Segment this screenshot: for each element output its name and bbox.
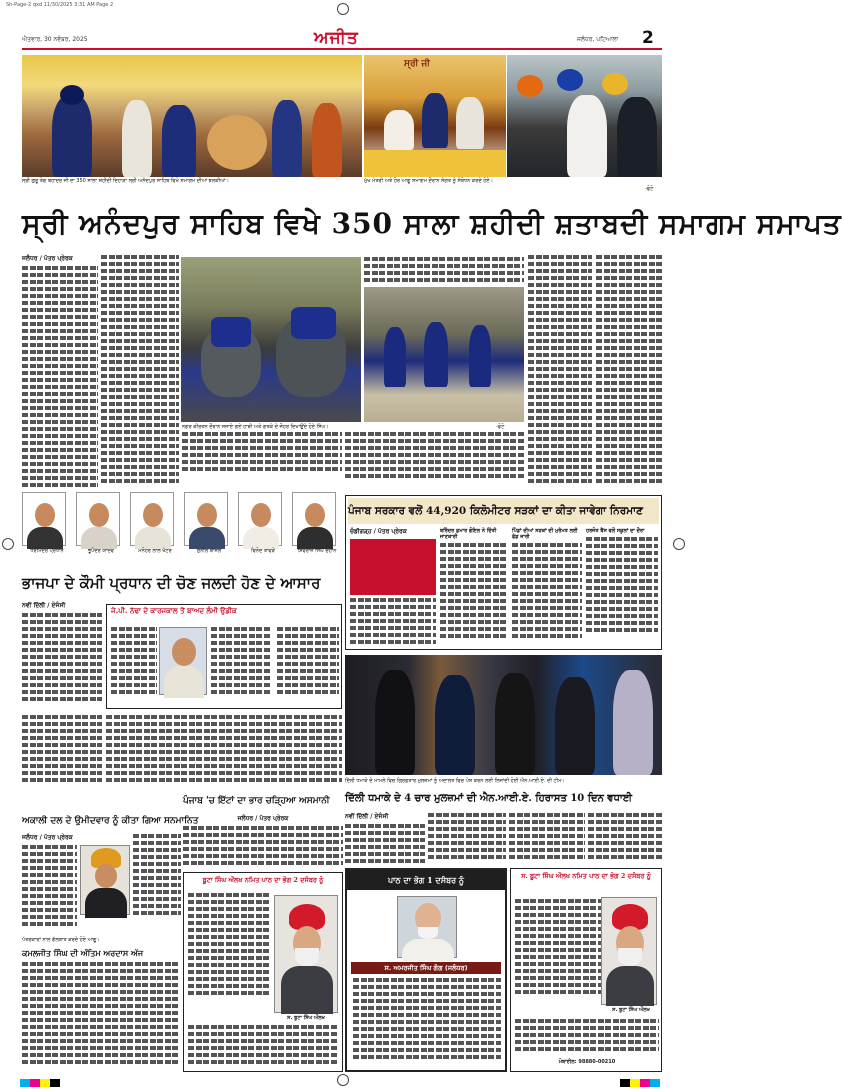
article-column bbox=[428, 813, 506, 865]
byline: ਜਲੰਧਰ / ਪੱਤਰ ਪ੍ਰੇਰਕ bbox=[22, 255, 73, 262]
photo-credit: -ਫੋਟੋ bbox=[645, 186, 654, 192]
page-header bbox=[22, 28, 662, 50]
portrait-name: ਵਿਨੋਦ ਤਾਵੜੇ bbox=[251, 548, 275, 554]
article-column bbox=[133, 834, 181, 934]
portrait-name: ਸੁਨੀਲ ਬਾਂਸਲ bbox=[196, 548, 222, 554]
portrait bbox=[130, 492, 174, 546]
portrait-name: ਭੂਪੇਂਦਰ ਯਾਦਵ bbox=[88, 548, 114, 554]
inset-title: ਜੇ.ਪੀ. ਨੱਢਾ ਦੇ ਕਾਰਜਕਾਲ ਤੋਂ ਬਾਅਦ ਲੰਮੀ ਉਡੀਕ bbox=[111, 607, 237, 615]
akali-footer-headline: ਕਮਲਜੀਤ ਸਿੰਘ ਦੀ ਅੰਤਿਮ ਅਰਦਾਸ ਅੱਜ bbox=[22, 948, 144, 958]
portrait bbox=[238, 492, 282, 546]
article-column bbox=[588, 813, 662, 865]
photo-caption: ਦਿੱਲੀ ਧਮਾਕੇ ਦੇ ਮਾਮਲੇ ਵਿਚ ਗ੍ਰਿਫ਼ਤਾਰ ਮੁਲਜ਼ਮਾਂ ਨੂੰ ਅਦਾਲਤ ਵਿਚ ਪੇਸ਼ ਕਰਨ ਲਈ ਲਿਜਾਂਦੀ ਹੋਈ ਐਨ.ਆਈ.ਏ. ਦੀ ਟੀਮ। bbox=[345, 778, 565, 784]
byline: ਨਵੀਂ ਦਿੱਲੀ / ਏਜੰਸੀ bbox=[22, 602, 66, 609]
registration-mark bbox=[2, 538, 14, 550]
obituary-name: ਸ. ਬੂਟਾ ਸਿੰਘ ਔਲਖ bbox=[612, 1007, 650, 1013]
obituary-portrait bbox=[274, 895, 338, 1013]
article-column bbox=[22, 255, 98, 485]
byline: ਨਵੀਂ ਦਿੱਲੀ / ਏਜੰਸੀ bbox=[345, 813, 389, 820]
bricks-headline: ਪੰਜਾਬ 'ਚ ਇੱਟਾਂ ਦਾ ਭਾਰ ਚੜ੍ਹਿਆ ਅਸਮਾਨੀ bbox=[183, 796, 330, 806]
portrait bbox=[76, 492, 120, 546]
leaders-photo bbox=[507, 55, 662, 177]
portrait-name: ਮਨੋਹਰ ਲਾਲ ਖੱਟਰ bbox=[138, 548, 172, 554]
obituary-title: ਬੂਟਾ ਸਿੰਘ ਔਲਖ ਨਮਿਤ ਪਾਠ ਦਾ ਭੋਗ 2 ਦਸੰਬਰ ਨੂੰ bbox=[202, 876, 324, 884]
obituary-title: ਸ. ਬੂਟਾ ਸਿੰਘ ਔਲਖ ਨਮਿਤ ਪਾਠ ਦਾ ਭੋਗ 2 ਦਸੰਬਰ ਨੂੰ bbox=[521, 872, 651, 880]
article-column bbox=[22, 602, 102, 707]
article-column bbox=[22, 715, 102, 795]
obituary-portrait bbox=[397, 896, 457, 958]
nia-arrest-photo bbox=[345, 655, 662, 775]
main-headline: ਸ੍ਰੀ ਅਨੰਦਪੁਰ ਸਾਹਿਬ ਵਿਖੇ 350 ਸਾਲਾ ਸ਼ਹੀਦੀ ਸ਼ਤਾਬਦੀ ਸਮਾਗਮ ਸਮਾਪਤ bbox=[22, 207, 842, 240]
registration-mark bbox=[673, 538, 685, 550]
portrait bbox=[184, 492, 228, 546]
article-column bbox=[509, 813, 585, 865]
leaders-portrait-row bbox=[22, 492, 342, 564]
gatka-photo bbox=[364, 287, 524, 422]
stage-photo bbox=[364, 55, 506, 177]
article-column bbox=[101, 255, 179, 485]
article-column bbox=[345, 432, 525, 487]
nia-headline: ਦਿੱਲੀ ਧਮਾਕੇ ਦੇ 4 ਚਾਰ ਮੁਲਜ਼ਮਾਂ ਦੀ ਐਨ.ਆਈ.ਏ. ਹਿਰਾਸਤ 10 ਦਿਨ ਵਧਾਈ bbox=[345, 793, 633, 804]
obituary-ad bbox=[510, 868, 662, 1072]
portrait bbox=[292, 492, 336, 546]
obituary-title: ਪਾਠ ਦਾ ਭੋਗ 1 ਦਸੰਬਰ ਨੂੰ bbox=[347, 870, 505, 890]
nadda-inset bbox=[106, 604, 342, 709]
akali-headline: ਅਕਾਲੀ ਦਲ ਦੇ ਉਮੀਦਵਾਰ ਨੂੰ ਕੀਤਾ ਗਿਆ ਸਨਮਾਨਿਤ bbox=[22, 816, 199, 826]
newspaper-logo: ਅਜੀਤ bbox=[314, 28, 359, 48]
roads-subhead: ਪਿੰਡਾਂ ਦੀਆਂ ਸੜਕਾਂ ਦੀ ਮੁਰੰਮਤ ਲਈ ਫੰਡ ਜਾਰੀ bbox=[512, 528, 578, 540]
ceremony-photo bbox=[22, 55, 362, 177]
article-column bbox=[345, 813, 425, 865]
header-city: ਜਲੰਧਰ, ਪਟਿਆਲਾ bbox=[577, 36, 619, 43]
article-column bbox=[22, 834, 77, 934]
photo-caption: ਪੱਤਰਕਾਰਾਂ ਨਾਲ ਗੱਲਬਾਤ ਕਰਦੇ ਹੋਏ ਆਗੂ। bbox=[22, 937, 100, 943]
color-calibration-bar bbox=[620, 1079, 660, 1087]
photo-caption: ਸ੍ਰੀ ਗੁਰੂ ਤੇਗ ਬਹਾਦਰ ਜੀ ਦਾ 350 ਸਾਲਾ ਸ਼ਹੀਦੀ ਦਿਹਾੜਾ ਸ੍ਰੀ ਅਨੰਦਪੁਰ ਸਾਹਿਬ ਵਿਖੇ ਸਮਾਗਮ ਦੀਆਂ ਝਲਕੀਆਂ। bbox=[22, 178, 229, 184]
akali-leader-portrait bbox=[80, 845, 130, 915]
article-column bbox=[528, 255, 592, 487]
photo-caption: ਨਗਰ ਕੀਰਤਨ ਦੌਰਾਨ ਸਜਾਏ ਗਏ ਹਾਥੀ ਅਤੇ ਗਤਕੇ ਦੇ ਜੌਹਰ ਦਿਖਾਉਂਦੇ ਹੋਏ ਸਿੰਘ। bbox=[182, 424, 329, 430]
roads-subhead: ਬਰਿੰਦਰ ਕੁਮਾਰ ਗੋਇਲ ਨੇ ਦਿੱਤੀ ਜਾਣਕਾਰੀ bbox=[440, 528, 497, 540]
obituary-name: ਸ. ਬੂਟਾ ਸਿੰਘ ਔਲਖ bbox=[287, 1015, 325, 1021]
obituary-portrait bbox=[601, 897, 657, 1005]
color-calibration-bar bbox=[20, 1079, 60, 1087]
obituary-name: ਸ. ਅਮਰਜੀਤ ਸਿੰਘ ਗੰਗ (ਜਲੰਧਰ) bbox=[351, 962, 501, 974]
byline: ਜਲੰਧਰ / ਪੱਤਰ ਪ੍ਰੇਰਕ bbox=[237, 815, 289, 822]
article-column bbox=[183, 815, 343, 870]
header-date: ਐਤਵਾਰ, 30 ਨਵੰਬਰ, 2025 bbox=[22, 36, 88, 43]
byline: ਜਲੰਧਰ / ਪੱਤਰ ਪ੍ਰੇਰਕ bbox=[22, 834, 73, 841]
roads-headline: ਪੰਜਾਬ ਸਰਕਾਰ ਵਲੋਂ 44,920 ਕਿਲੋਮੀਟਰ ਸੜਕਾਂ ਦਾ ਕੀਤਾ ਜਾਵੇਗਾ ਨਿਰਮਾਣ bbox=[348, 498, 659, 524]
roads-story-box bbox=[345, 495, 662, 650]
print-slug: Sh-Page-2 qxd 11/30/2025 3:31 AM Page 2 bbox=[6, 2, 114, 8]
article-column bbox=[364, 257, 524, 285]
nadda-portrait bbox=[159, 627, 207, 695]
article-column bbox=[22, 962, 180, 1072]
portrait-name: ਸ਼ਿਵਰਾਜ ਸਿੰਘ ਚੌਹਾਨ bbox=[297, 548, 337, 554]
obituary-phone: ਮੋਬਾਈਲ: 98880-00210 bbox=[558, 1059, 616, 1065]
byline: ਚੰਡੀਗੜ੍ਹ / ਪੱਤਰ ਪ੍ਰੇਰਕ bbox=[350, 528, 407, 535]
registration-mark bbox=[337, 1074, 349, 1086]
bjp-headline: ਭਾਜਪਾ ਦੇ ਕੌਮੀ ਪ੍ਰਧਾਨ ਦੀ ਚੋਣ ਜਲਦੀ ਹੋਣ ਦੇ ਆਸਾਰ bbox=[22, 574, 321, 592]
portrait bbox=[22, 492, 66, 546]
roads-subhead: ਹਰਜੋਤ ਬੈਂਸ ਵਲੋਂ ਸਕੂਲਾਂ ਦਾ ਦੌਰਾ bbox=[586, 528, 645, 534]
page-number: 2 bbox=[642, 28, 654, 48]
article-column bbox=[596, 255, 662, 487]
stage-sign: ਸ੍ਰੀ ਜੀ bbox=[404, 59, 431, 69]
portrait-name: ਧਰਮਿੰਦਰ ਪ੍ਰਧਾਨ bbox=[30, 548, 64, 554]
photo-credit: -ਫੋਟੋ bbox=[496, 424, 505, 430]
obituary-ad bbox=[183, 872, 343, 1072]
obituary-ad bbox=[345, 868, 507, 1072]
photo-caption: ਮੁੱਖ ਮੰਤਰੀ ਅਤੇ ਹੋਰ ਆਗੂ ਸਮਾਗਮ ਦੌਰਾਨ ਸੰਗਤ ਨੂੰ ਸੰਬੋਧਨ ਕਰਦੇ ਹੋਏ। bbox=[364, 178, 493, 184]
article-column bbox=[106, 715, 342, 795]
elephant-procession-photo bbox=[181, 257, 361, 422]
